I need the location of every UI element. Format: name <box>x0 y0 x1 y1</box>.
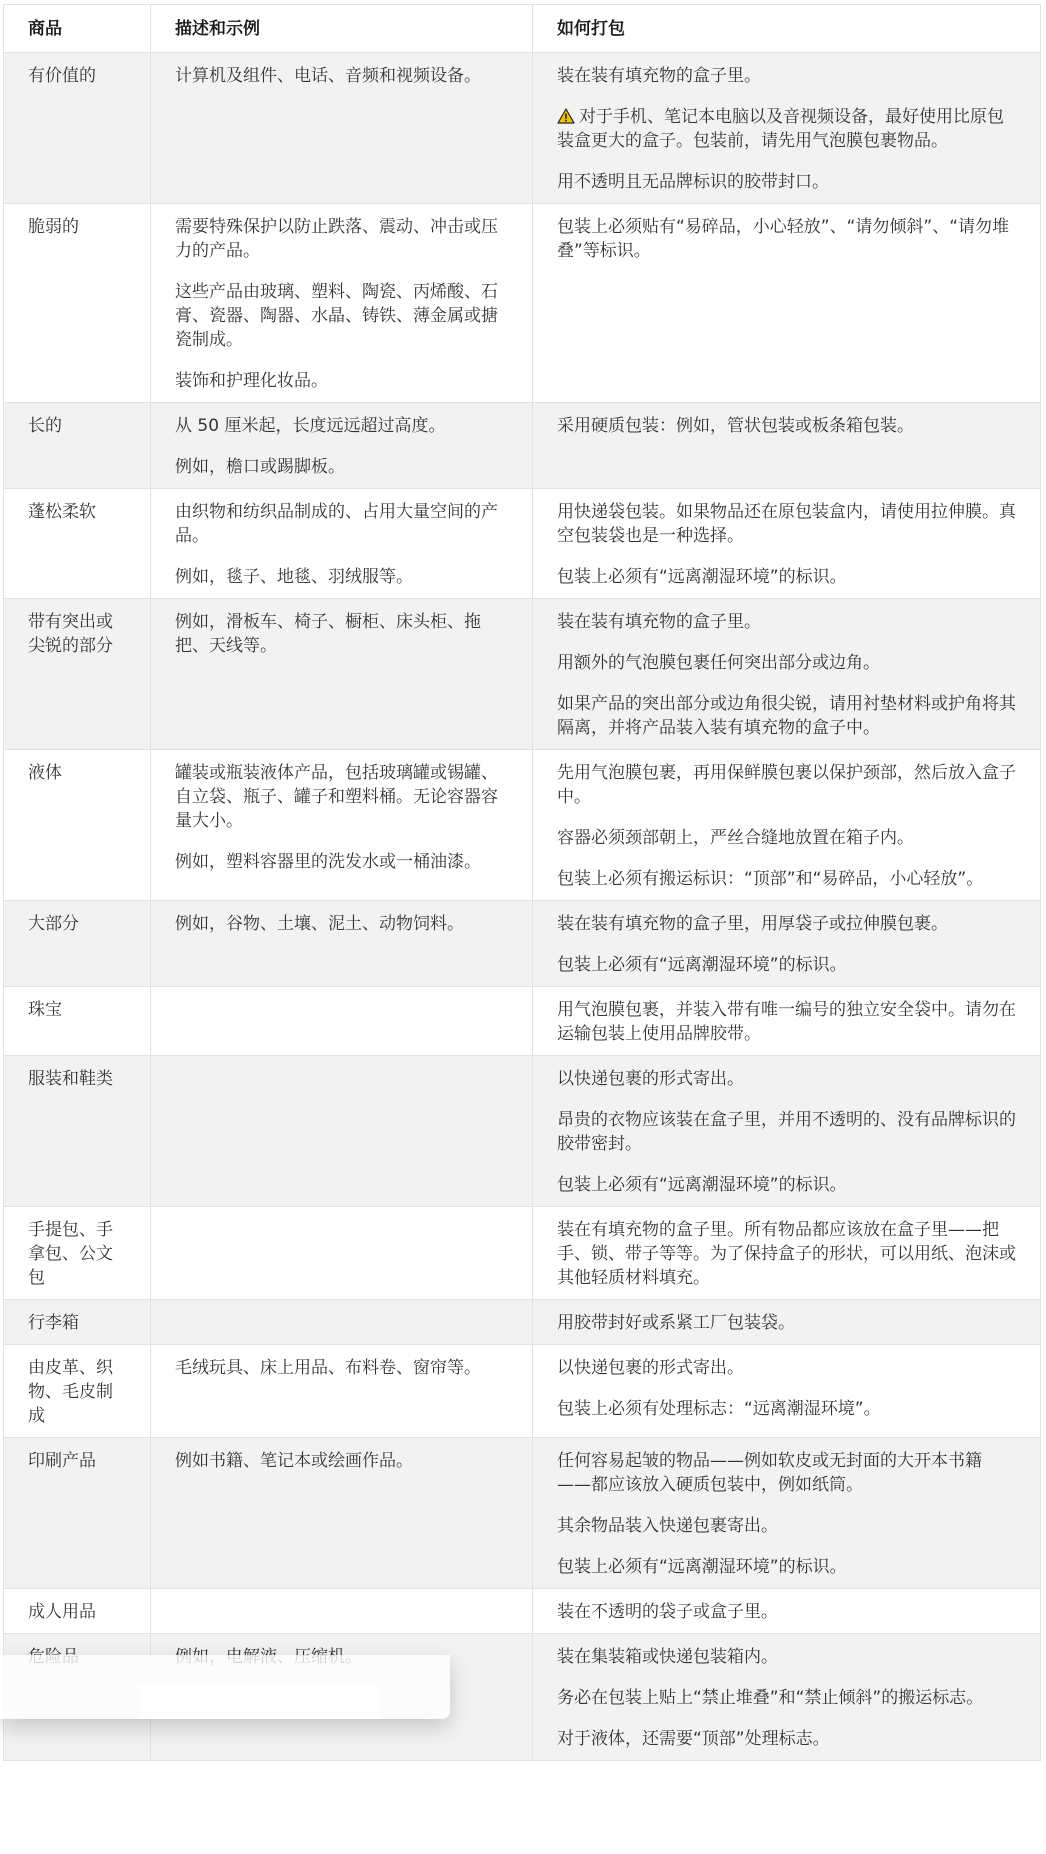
description-paragraph: 罐装或瓶装液体产品，包括玻璃罐或锡罐、自立袋、瓶子、罐子和塑料桶。无论容器容量大小。 <box>175 763 498 831</box>
packing-paragraph: 包装上必须有“远离潮湿环境”的标识。 <box>557 567 847 587</box>
item-cell: 成人用品 <box>4 1589 151 1634</box>
packing-paragraph: 包装上必须有搬运标识：“顶部”和“易碎品，小心轻放”。 <box>557 869 984 889</box>
packing-paragraph: 采用硬质包装：例如，管状包装或板条箱包装。 <box>557 416 914 436</box>
packing-paragraph: 装在有填充物的盒子里。所有物品都应该放在盒子里——把手、锁、带子等等。为了保持盒子的形状，可以用纸、泡沫或其他轻质材料填充。 <box>557 1220 1016 1288</box>
packing-cell <box>533 489 1041 599</box>
item-cell: 印刷产品 <box>4 1438 151 1589</box>
packing-paragraph: 用气泡膜包裹，并装入带有唯一编号的独立安全袋中。请勿在运输包装上使用品牌胶带。 <box>557 1000 1016 1044</box>
description-cell <box>151 1300 533 1345</box>
table-row <box>4 599 1041 750</box>
item-cell: 服装和鞋类 <box>4 1056 151 1207</box>
packing-text: 对于手机、笔记本电脑以及音视频设备，最好使用比原包装盒更大的盒子。包装前，请先用气泡膜包裹物品。 <box>557 107 1004 151</box>
description-cell <box>151 1207 533 1300</box>
table-row <box>4 53 1041 204</box>
packing-paragraph: 装在装有填充物的盒子里，用厚袋子或拉伸膜包裹。 <box>557 914 948 934</box>
description-cell <box>151 53 533 204</box>
packing-cell <box>533 1300 1041 1345</box>
table-row <box>4 987 1041 1056</box>
table-row <box>4 1438 1041 1589</box>
packing-cell <box>533 1589 1041 1634</box>
popup-placeholder-box <box>139 1685 261 1719</box>
packing-cell <box>533 1056 1041 1207</box>
floating-popup-overlay[interactable] <box>0 1655 450 1719</box>
item-cell: 手提包、手拿包、公文包 <box>4 1207 151 1300</box>
packing-paragraph: 用额外的气泡膜包裹任何突出部分或边角。 <box>557 653 880 673</box>
description-cell <box>151 1056 533 1207</box>
packing-cell <box>533 1438 1041 1589</box>
description-cell <box>151 901 533 987</box>
item-cell: 长的 <box>4 403 151 489</box>
description-cell <box>151 1438 533 1589</box>
item-cell: 有价值的 <box>4 53 151 204</box>
packing-paragraph: 包装上必须有处理标志：“远离潮湿环境”。 <box>557 1399 881 1419</box>
packing-paragraph: 昂贵的衣物应该装在盒子里，并用不透明的、没有品牌标识的胶带密封。 <box>557 1110 1016 1154</box>
packing-cell <box>533 1345 1041 1438</box>
packing-cell <box>533 750 1041 901</box>
table-row <box>4 489 1041 599</box>
description-cell <box>151 599 533 750</box>
description-paragraph: 需要特殊保护以防止跌落、震动、冲击或压力的产品。 <box>175 217 498 261</box>
packing-paragraph: 用胶带封好或系紧工厂包装袋。 <box>557 1313 795 1333</box>
warning-icon <box>557 108 575 124</box>
packing-cell <box>533 901 1041 987</box>
packing-paragraph: 容器必须颈部朝上，严丝合缝地放置在箱子内。 <box>557 828 914 848</box>
packing-paragraph: 包装上必须贴有“易碎品，小心轻放”、“请勿倾斜”、“请勿堆叠”等标识。 <box>557 217 1010 261</box>
popup-placeholder-box <box>257 1685 379 1719</box>
description-paragraph: 毛绒玩具、床上用品、布料卷、窗帘等。 <box>175 1358 481 1378</box>
item-cell: 行李箱 <box>4 1300 151 1345</box>
description-cell <box>151 1345 533 1438</box>
packing-cell <box>533 204 1041 403</box>
packing-paragraph: 装在装有填充物的盒子里。 <box>557 612 761 632</box>
packing-paragraph: 用快递袋包装。如果物品还在原包装盒内，请使用拉伸膜。真空包装袋也是一种选择。 <box>557 502 1016 546</box>
table-row <box>4 204 1041 403</box>
description-paragraph: 由织物和纺织品制成的、占用大量空间的产品。 <box>175 502 498 546</box>
item-cell: 由皮革、织物、毛皮制成 <box>4 1345 151 1438</box>
description-paragraph: 从 50 厘米起，长度远远超过高度。 <box>175 416 446 436</box>
packing-paragraph <box>557 105 1016 153</box>
table-header-row <box>4 5 1041 53</box>
packing-paragraph: 包装上必须有“远离潮湿环境”的标识。 <box>557 955 847 975</box>
description-paragraph: 装饰和护理化妆品。 <box>175 371 328 391</box>
table-row <box>4 1056 1041 1207</box>
description-cell <box>151 204 533 403</box>
description-paragraph: 计算机及组件、电话、音频和视频设备。 <box>175 66 481 86</box>
item-cell: 带有突出或尖锐的部分 <box>4 599 151 750</box>
item-cell: 脆弱的 <box>4 204 151 403</box>
packing-cell <box>533 1634 1041 1761</box>
description-paragraph: 例如书籍、笔记本或绘画作品。 <box>175 1451 413 1471</box>
description-paragraph: 例如，谷物、土壤、泥土、动物饲料。 <box>175 914 464 934</box>
item-cell: 蓬松柔软 <box>4 489 151 599</box>
packing-paragraph: 装在不透明的袋子或盒子里。 <box>557 1602 778 1622</box>
packing-cell <box>533 403 1041 489</box>
description-paragraph: 例如，滑板车、椅子、橱柜、床头柜、拖把、天线等。 <box>175 612 481 656</box>
packing-paragraph: 以快递包裹的形式寄出。 <box>557 1358 744 1378</box>
packing-paragraph: 用不透明且无品牌标识的胶带封口。 <box>557 172 829 192</box>
packing-paragraph: 对于液体，还需要“顶部”处理标志。 <box>557 1729 830 1749</box>
table-body <box>4 53 1041 1761</box>
description-paragraph: 例如，毯子、地毯、羽绒服等。 <box>175 567 413 587</box>
table-row <box>4 901 1041 987</box>
packing-paragraph: 包装上必须有“远离潮湿环境”的标识。 <box>557 1175 847 1195</box>
packing-paragraph: 任何容易起皱的物品——例如软皮或无封面的大开本书籍 ——都应该放入硬质包装中，例如纸筒。 <box>557 1451 982 1495</box>
packing-paragraph: 以快递包裹的形式寄出。 <box>557 1069 744 1089</box>
description-cell <box>151 403 533 489</box>
packing-paragraph: 如果产品的突出部分或边角很尖锐，请用衬垫材料或护角将其隔离，并将产品装入装有填充物的盒子中。 <box>557 694 1016 738</box>
table-row <box>4 1589 1041 1634</box>
item-cell: 液体 <box>4 750 151 901</box>
header-description: 描述和示例 <box>151 5 533 53</box>
description-paragraph: 例如，檐口或踢脚板。 <box>175 457 345 477</box>
item-cell: 珠宝 <box>4 987 151 1056</box>
table-row <box>4 403 1041 489</box>
table-row <box>4 1207 1041 1300</box>
description-paragraph: 这些产品由玻璃、塑料、陶瓷、丙烯酸、石膏、瓷器、陶器、水晶、铸铁、薄金属或搪瓷制成。 <box>175 282 498 350</box>
table-row <box>4 750 1041 901</box>
packing-cell <box>533 53 1041 204</box>
packing-paragraph: 务必在包装上贴上“禁止堆叠”和“禁止倾斜”的搬运标志。 <box>557 1688 984 1708</box>
packing-cell <box>533 987 1041 1056</box>
description-cell <box>151 1589 533 1634</box>
packing-paragraph: 包装上必须有“远离潮湿环境”的标识。 <box>557 1557 847 1577</box>
packaging-table <box>3 4 1041 1761</box>
table-row <box>4 1345 1041 1438</box>
packing-cell <box>533 1207 1041 1300</box>
packing-paragraph: 装在装有填充物的盒子里。 <box>557 66 761 86</box>
packing-paragraph: 装在集装箱或快递包装箱内。 <box>557 1647 778 1667</box>
packing-paragraph: 其余物品装入快递包裹寄出。 <box>557 1516 778 1536</box>
header-packing: 如何打包 <box>533 5 1041 53</box>
description-cell <box>151 750 533 901</box>
description-cell <box>151 987 533 1056</box>
packing-cell <box>533 599 1041 750</box>
table-row <box>4 1300 1041 1345</box>
header-item: 商品 <box>4 5 151 53</box>
description-cell <box>151 489 533 599</box>
packing-paragraph: 先用气泡膜包裹，再用保鲜膜包裹以保护颈部，然后放入盒子中。 <box>557 763 1016 807</box>
item-cell: 大部分 <box>4 901 151 987</box>
description-paragraph: 例如，塑料容器里的洗发水或一桶油漆。 <box>175 852 481 872</box>
